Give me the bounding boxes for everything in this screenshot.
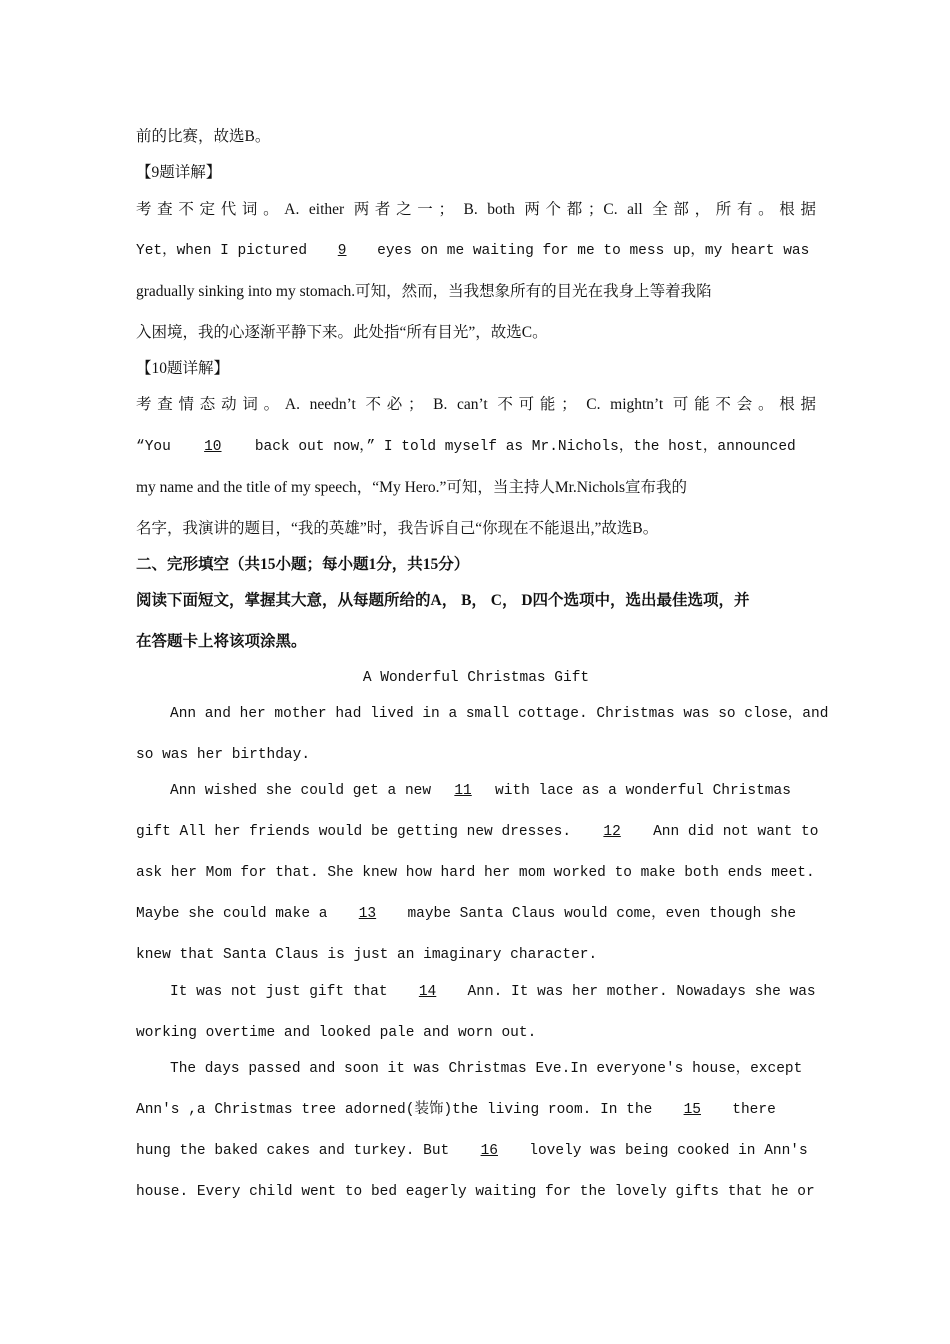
text-line: 名字，我演讲的题目，“我的英雄”时，我告诉自己“你现在不能退出,”故选B。 xyxy=(136,520,659,537)
text-line: house. Every child went to bed eagerly waiting for the lovely gifts that he or xyxy=(136,1184,815,1200)
passage-title: A Wonderful Christmas Gift xyxy=(362,670,590,686)
text-line: The days passed and soon it was Christmas Eve.In everyone's house，except xyxy=(170,1061,803,1077)
instructions-line: 阅读下面短文，掌握其大意，从每题所给的A， B， C， D四个选项中，选出最佳选项，并 xyxy=(136,592,750,609)
text-line: Ann and her mother had lived in a small cottage. Christmas was so close，and xyxy=(170,706,829,722)
text-line: 入困境，我的心逐渐平静下来。此处指“所有目光”，故选C。 xyxy=(136,324,548,341)
text-line xyxy=(136,127,816,147)
text-line: knew that Santa Claus is just an imaginary character. xyxy=(136,947,598,963)
section-heading-q9: 【9题详解】 xyxy=(136,164,222,181)
cloze-blank: 10 xyxy=(204,439,222,455)
line-text: 前的比赛，故选B。 xyxy=(136,128,271,145)
text-line: 考查不定代词。A. either 两者之一； B. both 两个都；C. all 全部，所有。根据 xyxy=(136,201,816,218)
section-heading-q10: 【10题详解】 xyxy=(136,360,230,377)
text-line: 考查情态动词。A. needn’t 不必； B. can’t 不可能； C. mightn’t 可能不会。根据 xyxy=(136,396,816,413)
text-line: “You 10 back out now，” I told myself as Mr.Nichols，the host，announced xyxy=(136,439,796,455)
text-line: gradually sinking into my stomach.可知，然而，当我想象所有的目光在我身上等着我陷 xyxy=(136,283,712,300)
cloze-blank: 16 xyxy=(480,1143,498,1159)
text-line: It was not just gift that 14 Ann. It was her mother. Nowadays she was xyxy=(170,984,816,1000)
part-heading: 二、完形填空（共15小题；每小题1分，共15分） xyxy=(136,556,470,573)
cloze-blank: 14 xyxy=(418,984,437,1000)
text-line: my name and the title of my speech，“My Hero.”可知，当主持人Mr.Nichols宣布我的 xyxy=(136,479,688,496)
cloze-blank: 9 xyxy=(337,243,347,259)
text-line: working overtime and looked pale and worn out. xyxy=(136,1025,537,1041)
cloze-blank: 13 xyxy=(358,906,377,922)
text-line: Maybe she could make a 13 maybe Santa Claus would come，even though she xyxy=(136,906,797,922)
instructions-line: 在答题卡上将该项涂黑。 xyxy=(136,633,307,650)
cloze-blank: 12 xyxy=(603,824,621,840)
cloze-blank: 11 xyxy=(454,783,472,799)
cloze-blank: 15 xyxy=(683,1102,701,1118)
text-line: hung the baked cakes and turkey. But 16 lovely was being cooked in Ann's xyxy=(136,1143,808,1159)
text-line: ask her Mom for that. She knew how hard her mom worked to make both ends meet. xyxy=(136,865,815,881)
text-line: Ann's ,a Christmas tree adorned(装饰)the living room. In the 15 there xyxy=(136,1102,776,1118)
text-line: Ann wished she could get a new 11 with lace as a wonderful Christmas xyxy=(170,783,791,799)
text-line: so was her birthday. xyxy=(136,747,311,763)
text-line: gift All her friends would be getting new dresses. 12 Ann did not want to xyxy=(136,824,819,840)
text-line: Yet，when I pictured 9 eyes on me waiting for me to mess up，my heart was xyxy=(136,243,810,259)
